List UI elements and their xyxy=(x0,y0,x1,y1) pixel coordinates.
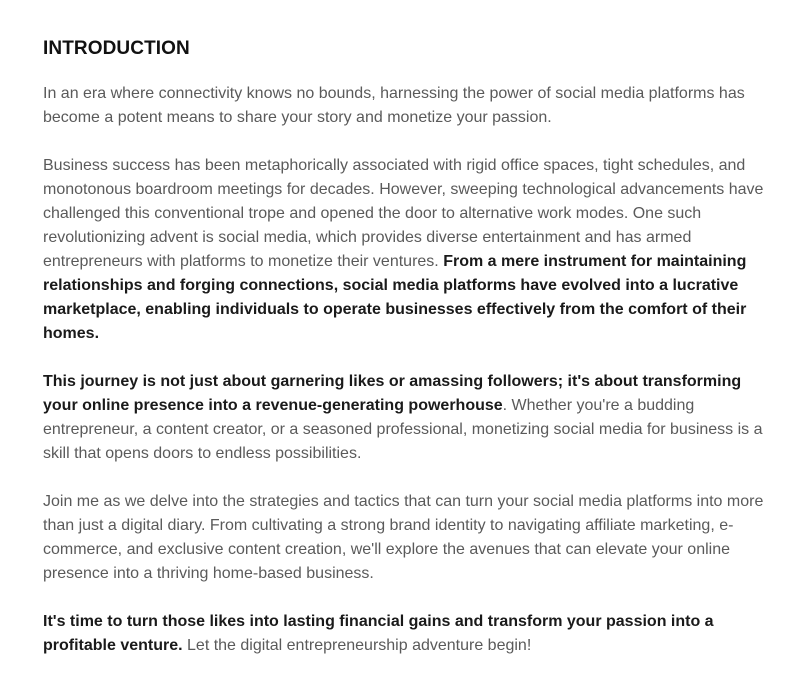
intro-paragraph-4 xyxy=(43,490,773,586)
paragraph-5-text: Let the digital entrepreneurship adventure begin! xyxy=(182,637,532,654)
paragraph-4-text: Join me as we delve into the strategies and tactics that can turn your social media platforms into more than just a digital diary. From cultivating a strong brand identity to navigating affiliate marketing, e-commerce, and exclusive content creation, we'll explore the avenues that can elevate your online presence into a thriving home-based business. xyxy=(43,493,764,582)
document-body xyxy=(43,38,773,682)
intro-paragraph-1 xyxy=(43,82,773,130)
paragraph-5-bold-text: It's time to turn those likes into lasting financial gains and transform your passion into a profitable venture. xyxy=(43,613,714,654)
intro-paragraph-5 xyxy=(43,610,773,658)
paragraph-1-text: In an era where connectivity knows no bounds, harnessing the power of social media platforms has become a potent means to share your story and monetize your passion. xyxy=(43,85,745,126)
paragraph-2-text: Business success has been metaphorically associated with rigid office spaces, tight schedules, and monotonous boardroom meetings for decades. However, sweeping technological advancements have challenged this conventional trope and opened the door to alternative work modes. One such revolutionizing advent is social media, which provides diverse entertainment and has armed entrepreneurs with platforms to monetize their ventures. xyxy=(43,157,764,270)
paragraph-3-bold-text: This journey is not just about garnering likes or amassing followers; it's about transforming your online presence into a revenue-generating powerhouse xyxy=(43,373,742,414)
intro-paragraph-3 xyxy=(43,370,773,466)
section-heading: INTRODUCTION xyxy=(43,38,190,59)
paragraph-3-text: . Whether you're a budding entrepreneur, a content creator, or a seasoned professional, monetizing social media for business is a skill that opens doors to endless possibilities. xyxy=(43,397,763,462)
paragraph-2-bold-text: From a mere instrument for maintaining relationships and forging connections, social media platforms have evolved into a lucrative marketplace, enabling individuals to operate businesses effectively from the comfort of their homes. xyxy=(43,253,747,342)
intro-paragraph-2 xyxy=(43,154,773,346)
